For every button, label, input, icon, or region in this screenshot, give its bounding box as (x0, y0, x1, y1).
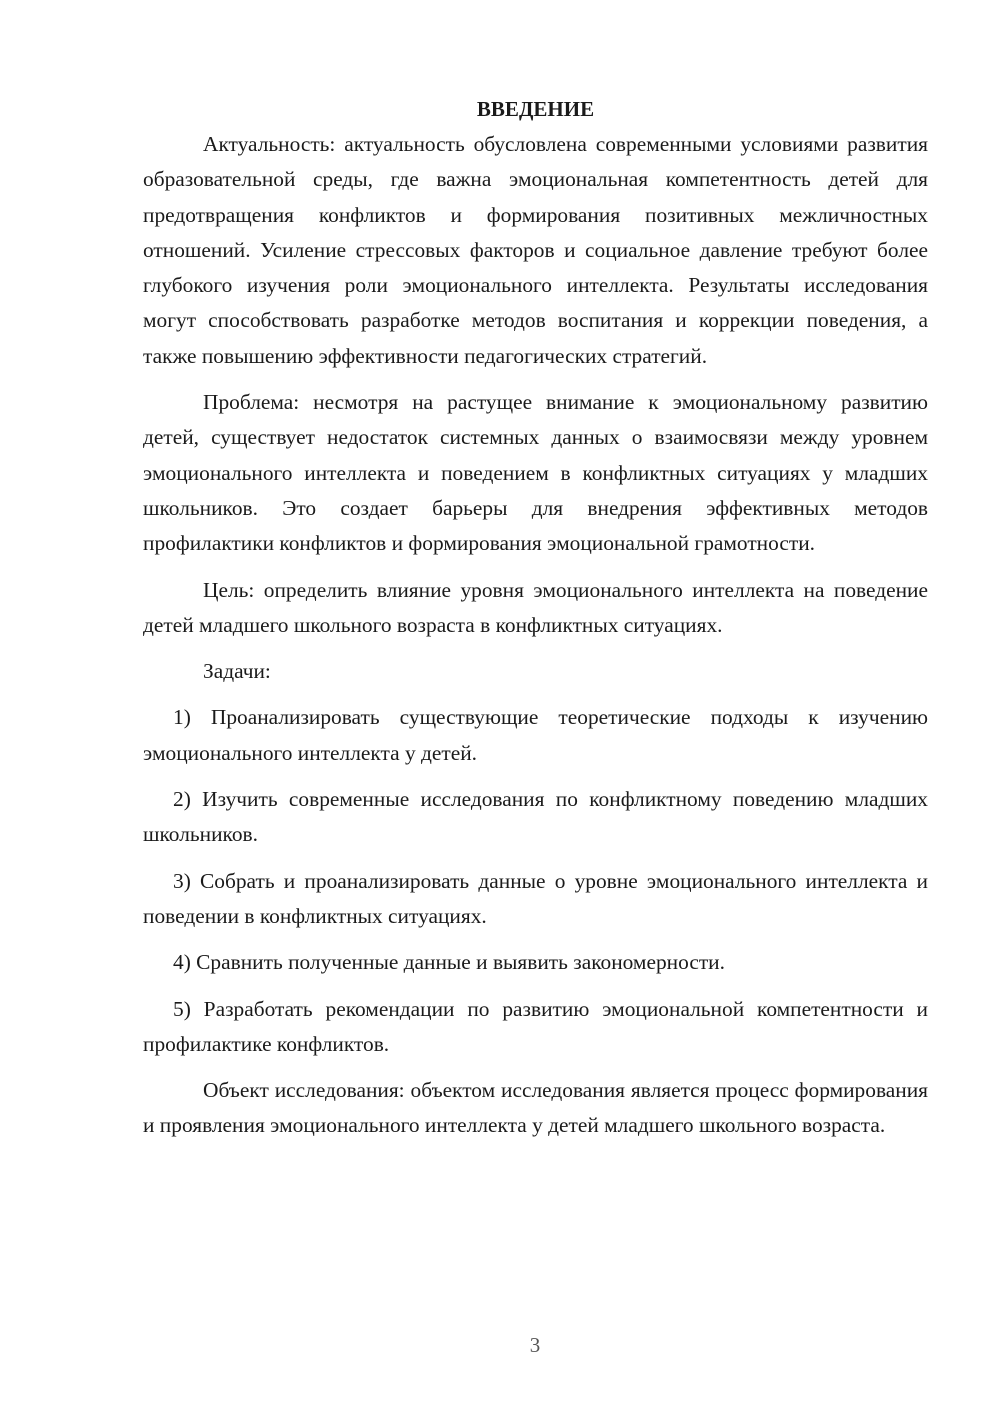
task-item: 1) Проанализировать существующие теоретические подходы к изучению эмоционального интеллекта у детей. (143, 705, 928, 765)
goal-paragraph: Цель: определить влияние уровня эмоционального интеллекта на поведение детей младшего школьного возраста в конфликтных ситуациях. (143, 577, 928, 637)
relevance-paragraph: Актуальность: актуальность обусловлена современными условиями развития образовательной среды, где важна эмоциональная компетентность детей для предотвращения конфликтов и формирования позитивных межличностных отношений. Усиление стрессовых факторов и социальное давление требуют более глубокого изучения роли эмоционального интеллекта. Результаты исследования могут способствовать разработке методов воспитания и коррекции поведения, а также повышению эффективности педагогических стратегий. (143, 132, 928, 368)
task-item: 4) Сравнить полученные данные и выявить закономерности. (173, 950, 725, 975)
task-item: 5) Разработать рекомендации по развитию эмоциональной компетентности и профилактике конфликтов. (143, 996, 928, 1056)
object-paragraph: Объект исследования: объектом исследования является процесс формирования и проявления эмоционального интеллекта у детей младшего школьного возраста. (143, 1078, 928, 1138)
page-title: ВВЕДЕНИЕ (476, 97, 595, 121)
task-item: 3) Собрать и проанализировать данные о уровне эмоционального интеллекта и поведении в конфликтных ситуациях. (143, 868, 928, 928)
page-number: 3 (529, 1333, 541, 1357)
tasks-label: Задачи: (203, 659, 271, 684)
task-item: 2) Изучить современные исследования по конфликтному поведению младших школьников. (143, 787, 928, 847)
problem-paragraph: Проблема: несмотря на растущее внимание к эмоциональному развитию детей, существует недостаток системных данных о взаимосвязи между уровнем эмоционального интеллекта и поведением в конфликтных ситуациях у младших школьников. Это создает барьеры для внедрения эффективных методов профилактики конфликтов и формирования эмоциональной грамотности. (143, 390, 928, 556)
document-page (143, 92, 928, 1155)
